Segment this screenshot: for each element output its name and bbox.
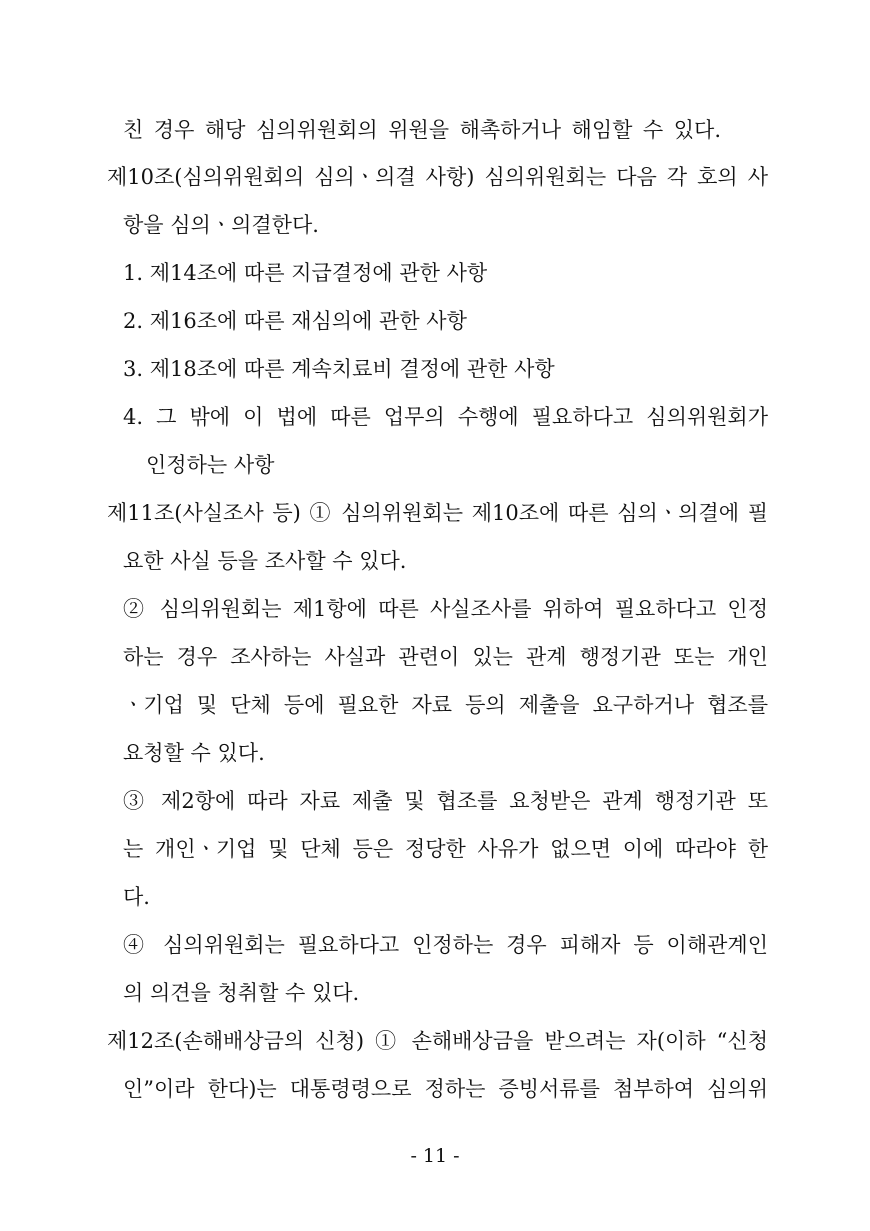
article-12-heading-line: 제12조(손해배상금의 신청) ① 손해배상금을 받으려는 자(이하 “신청 [107, 1029, 768, 1053]
list-item: 1. 제14조에 따른 지급결정에 관한 사항 [123, 261, 488, 285]
text-line: 항을 심의ㆍ의결한다. [123, 213, 319, 237]
list-item-continuation: 인정하는 사항 [146, 453, 275, 477]
text-line: 친 경우 해당 심의위원회의 위원을 해촉하거나 해임할 수 있다. [123, 118, 721, 142]
text-line: 인”이라 한다)는 대통령령으로 정하는 증빙서류를 첨부하여 심의위 [123, 1077, 768, 1101]
paragraph-line: 다. [123, 885, 150, 909]
list-item: 2. 제16조에 따른 재심의에 관한 사항 [123, 309, 467, 333]
paragraph-line: ② 심의위원회는 제1항에 따른 사실조사를 위하여 필요하다고 인정 [123, 597, 768, 621]
paragraph-line: 는 개인ㆍ기업 및 단체 등은 정당한 사유가 없으면 이에 따라야 한 [123, 837, 768, 861]
article-11-heading-line: 제11조(사실조사 등) ① 심의위원회는 제10조에 따른 심의ㆍ의결에 필 [107, 501, 768, 525]
page-number: - 11 - [410, 1145, 460, 1167]
list-item: 3. 제18조에 따른 계속치료비 결정에 관한 사항 [123, 357, 555, 381]
paragraph-line: 의 의견을 청취할 수 있다. [123, 981, 360, 1005]
paragraph-line: ④ 심의위원회는 필요하다고 인정하는 경우 피해자 등 이해관계인 [123, 933, 768, 957]
article-10-heading-line: 제10조(심의위원회의 심의ㆍ의결 사항) 심의위원회는 다음 각 호의 사 [107, 165, 768, 189]
paragraph-line: 요청할 수 있다. [123, 741, 265, 765]
paragraph-line: ③ 제2항에 따라 자료 제출 및 협조를 요청받은 관계 행정기관 또 [123, 789, 768, 813]
text-line: 요한 사실 등을 조사할 수 있다. [123, 549, 407, 573]
list-item: 4. 그 밖에 이 법에 따른 업무의 수행에 필요하다고 심의위원회가 [123, 405, 768, 429]
paragraph-line: ㆍ기업 및 단체 등에 필요한 자료 등의 제출을 요구하거나 협조를 [123, 693, 768, 717]
paragraph-line: 하는 경우 조사하는 사실과 관련이 있는 관계 행정기관 또는 개인 [123, 645, 768, 669]
